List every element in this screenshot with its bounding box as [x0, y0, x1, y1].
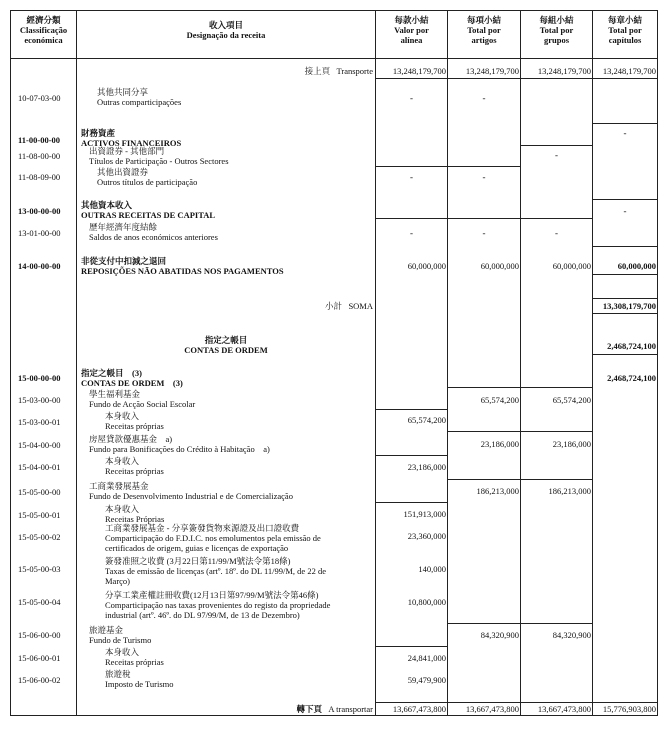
row-code: 15-03-00-01	[18, 417, 61, 427]
row-code: 11-00-00-00	[18, 135, 61, 145]
row-code: 15-05-00-02	[18, 532, 61, 542]
header-bottom-border	[10, 58, 658, 59]
header-designation: 收入項目 Designação da receita	[186, 20, 266, 40]
row-code: 11-08-09-00	[18, 172, 61, 182]
row-code: 15-06-00-02	[18, 675, 61, 685]
header-classification: 經濟分類 Classificação económica	[19, 15, 68, 45]
value-col1: 23,360,000	[407, 531, 446, 541]
row-desc: 房屋貸款優惠基金 a) Fundo para Bonificações do Crédito à Habitação a)	[89, 434, 270, 454]
row-rule	[376, 646, 447, 647]
row-desc: 簽發准照之收費 (3月22日第11/99/M號法令第18條) Taxas de emissão de licenças (artº. 18º. do DL 11/99/M, de 22 de Março)	[105, 556, 326, 586]
row-code: 15-04-00-00	[18, 440, 61, 450]
row-desc: 旅遊稅 Imposto de Turismo	[105, 669, 174, 689]
transport-out-rule	[376, 702, 657, 703]
section-value: 2,468,724,100	[607, 341, 656, 351]
value-col1: 140,000	[418, 564, 446, 574]
row-rule	[376, 455, 447, 456]
value-col1: 65,574,200	[407, 415, 446, 425]
transport-out-v4: 15,776,903,800	[602, 704, 656, 714]
row-rule	[521, 145, 592, 146]
row-rule	[593, 246, 657, 247]
dash: -	[555, 228, 558, 238]
row-rule	[593, 123, 657, 124]
value-col1: 151,913,000	[403, 509, 446, 519]
value-col4: 2,468,724,100	[607, 373, 656, 383]
transport-in-v2: 13,248,179,700	[465, 66, 519, 76]
row-code: 15-03-00-00	[18, 395, 61, 405]
transport-out-v1: 13,667,473,800	[392, 704, 446, 714]
header-col2: 每項小結 Total por artigos	[466, 15, 501, 45]
dash: -	[555, 150, 558, 160]
dash: -	[623, 128, 627, 138]
row-rule	[376, 502, 447, 503]
value-col3: 186,213,000	[548, 486, 591, 496]
value-col2: 60,000,000	[480, 261, 519, 271]
row-code: 15-05-00-03	[18, 564, 61, 574]
row-rule	[448, 623, 592, 624]
transport-out-label: 轉下頁 A transportar	[296, 704, 373, 714]
value-col1: 59,479,900	[407, 675, 446, 685]
dash: -	[623, 206, 627, 216]
value-col4: 60,000,000	[617, 261, 656, 271]
row-desc: 非從支付中扣減之退回 REPOSIÇÕES NÃO ABATIDAS NOS PAGAMENTOS	[81, 256, 284, 276]
value-col3: 23,186,000	[552, 439, 591, 449]
row-code: 15-05-00-00	[18, 487, 61, 497]
row-desc: 工商業發展基金 - 分享簽發貨物來源證及出口證收費 Comparticipação do F.D.I.C. nos emolumentos pela emissão de certificados de origem, guias e licenças de exportação	[105, 523, 321, 553]
row-desc: 其他出資證券 Outros títulos de participação	[97, 167, 198, 187]
transport-in-v4: 13,248,179,700	[602, 66, 656, 76]
dash: -	[410, 228, 413, 238]
row-desc: 本身收入 Receitas próprias	[105, 411, 164, 431]
col-divider-1	[447, 10, 448, 716]
row-code: 14-00-00-00	[18, 261, 61, 271]
header-col1: 每款小結 Valor por alínea	[394, 15, 429, 45]
row-code: 15-05-00-01	[18, 510, 61, 520]
value-col1: 23,186,000	[407, 462, 446, 472]
row-desc: 指定之帳目 (3) CONTAS DE ORDEM (3)	[81, 368, 183, 388]
header-col4: 每章小結 Total por capítulos	[607, 15, 642, 45]
value-col2: 65,574,200	[480, 395, 519, 405]
value-col3: 60,000,000	[552, 261, 591, 271]
header-col3: 每組小結 Total por grupos	[539, 15, 574, 45]
table-top-border	[10, 10, 658, 11]
value-col2: 23,186,000	[480, 439, 519, 449]
row-desc: 本身收入 Receitas próprias	[105, 647, 164, 667]
transport-out-v2: 13,667,473,800	[465, 704, 519, 714]
row-desc: 旅遊基金 Fundo de Turismo	[89, 625, 152, 645]
value-col1: 60,000,000	[407, 261, 446, 271]
dash: -	[410, 93, 413, 103]
row-rule	[593, 199, 657, 200]
budget-table	[10, 10, 658, 716]
dash: -	[482, 93, 486, 103]
row-rule	[376, 218, 592, 219]
row-code: 15-06-00-00	[18, 630, 61, 640]
value-col3: 84,320,900	[552, 630, 591, 640]
col-divider-3	[592, 10, 593, 716]
row-rule	[376, 166, 520, 167]
transport-in-v3: 13,248,179,700	[537, 66, 591, 76]
value-col1: 24,841,000	[407, 653, 446, 663]
row-rule	[448, 479, 592, 480]
col-divider-desc	[375, 10, 376, 716]
soma-label: 小計 SOMA	[325, 301, 373, 311]
soma-bottom-rule	[593, 313, 657, 314]
row-code: 13-00-00-00	[18, 206, 61, 216]
row-desc: 歷年經濟年度結餘 Saldos de anos económicos anteriores	[89, 222, 218, 242]
table-right-border	[657, 10, 658, 716]
dash: -	[482, 228, 486, 238]
row-code: 13-01-00-00	[18, 228, 61, 238]
row-code: 15-00-00-00	[18, 373, 61, 383]
dash: -	[410, 172, 413, 182]
soma-value: 13,308,179,700	[602, 301, 656, 311]
row-desc: 其他資本收入 OUTRAS RECEITAS DE CAPITAL	[81, 200, 216, 220]
section-rule	[593, 354, 657, 355]
row-desc: 出資證券 - 其他部門 Títulos de Participação - Outros Sectores	[89, 146, 229, 166]
row-code: 15-05-00-04	[18, 597, 61, 607]
row-desc: 其他共同分享 Outras comparticipações	[97, 87, 182, 107]
transport-in-v1: 13,248,179,700	[392, 66, 446, 76]
value-col2: 84,320,900	[480, 630, 519, 640]
row-desc: 本身收入 Receitas próprias	[105, 456, 164, 476]
value-col3: 65,574,200	[552, 395, 591, 405]
row-rule	[448, 431, 592, 432]
col-divider-code	[76, 10, 77, 716]
row-code: 15-04-00-01	[18, 462, 61, 472]
row-desc: 工商業發展基金 Fundo de Desenvolvimento Industrial e de Comercialização	[89, 481, 293, 501]
row-code: 15-06-00-01	[18, 653, 61, 663]
row-desc: 分享工業產權註冊收費(12月13日第97/99/M號法令第46條) Comparticipação nas taxas provenientes do registo da propriedade industrial (artº. 46º. do DL 97/99/M, de 13 de Dezembro)	[105, 590, 331, 620]
dash: -	[482, 172, 486, 182]
row-code: 10-07-03-00	[18, 93, 61, 103]
transport-in-label: 接上頁 Transporte	[304, 66, 373, 76]
row-desc: 財務資產 ACTIVOS FINANCEIROS	[81, 128, 182, 148]
value-col2: 186,213,000	[476, 486, 519, 496]
table-bottom-border	[10, 715, 658, 716]
row-rule	[593, 274, 657, 275]
row-desc: 本身收入 Receitas Próprias	[105, 504, 165, 524]
transport-in-rule	[376, 78, 657, 79]
row-rule	[376, 409, 447, 410]
row-code: 11-08-00-00	[18, 151, 61, 161]
col-divider-2	[520, 10, 521, 716]
soma-top-rule	[593, 298, 657, 299]
value-col1: 10,800,000	[407, 597, 446, 607]
section-title: 指定之帳目 CONTAS DE ORDEM	[184, 335, 268, 355]
table-left-border	[10, 10, 11, 716]
row-desc: 學生福利基金 Fundo de Acção Social Escolar	[89, 389, 196, 409]
transport-out-v3: 13,667,473,800	[537, 704, 591, 714]
row-rule	[448, 387, 592, 388]
